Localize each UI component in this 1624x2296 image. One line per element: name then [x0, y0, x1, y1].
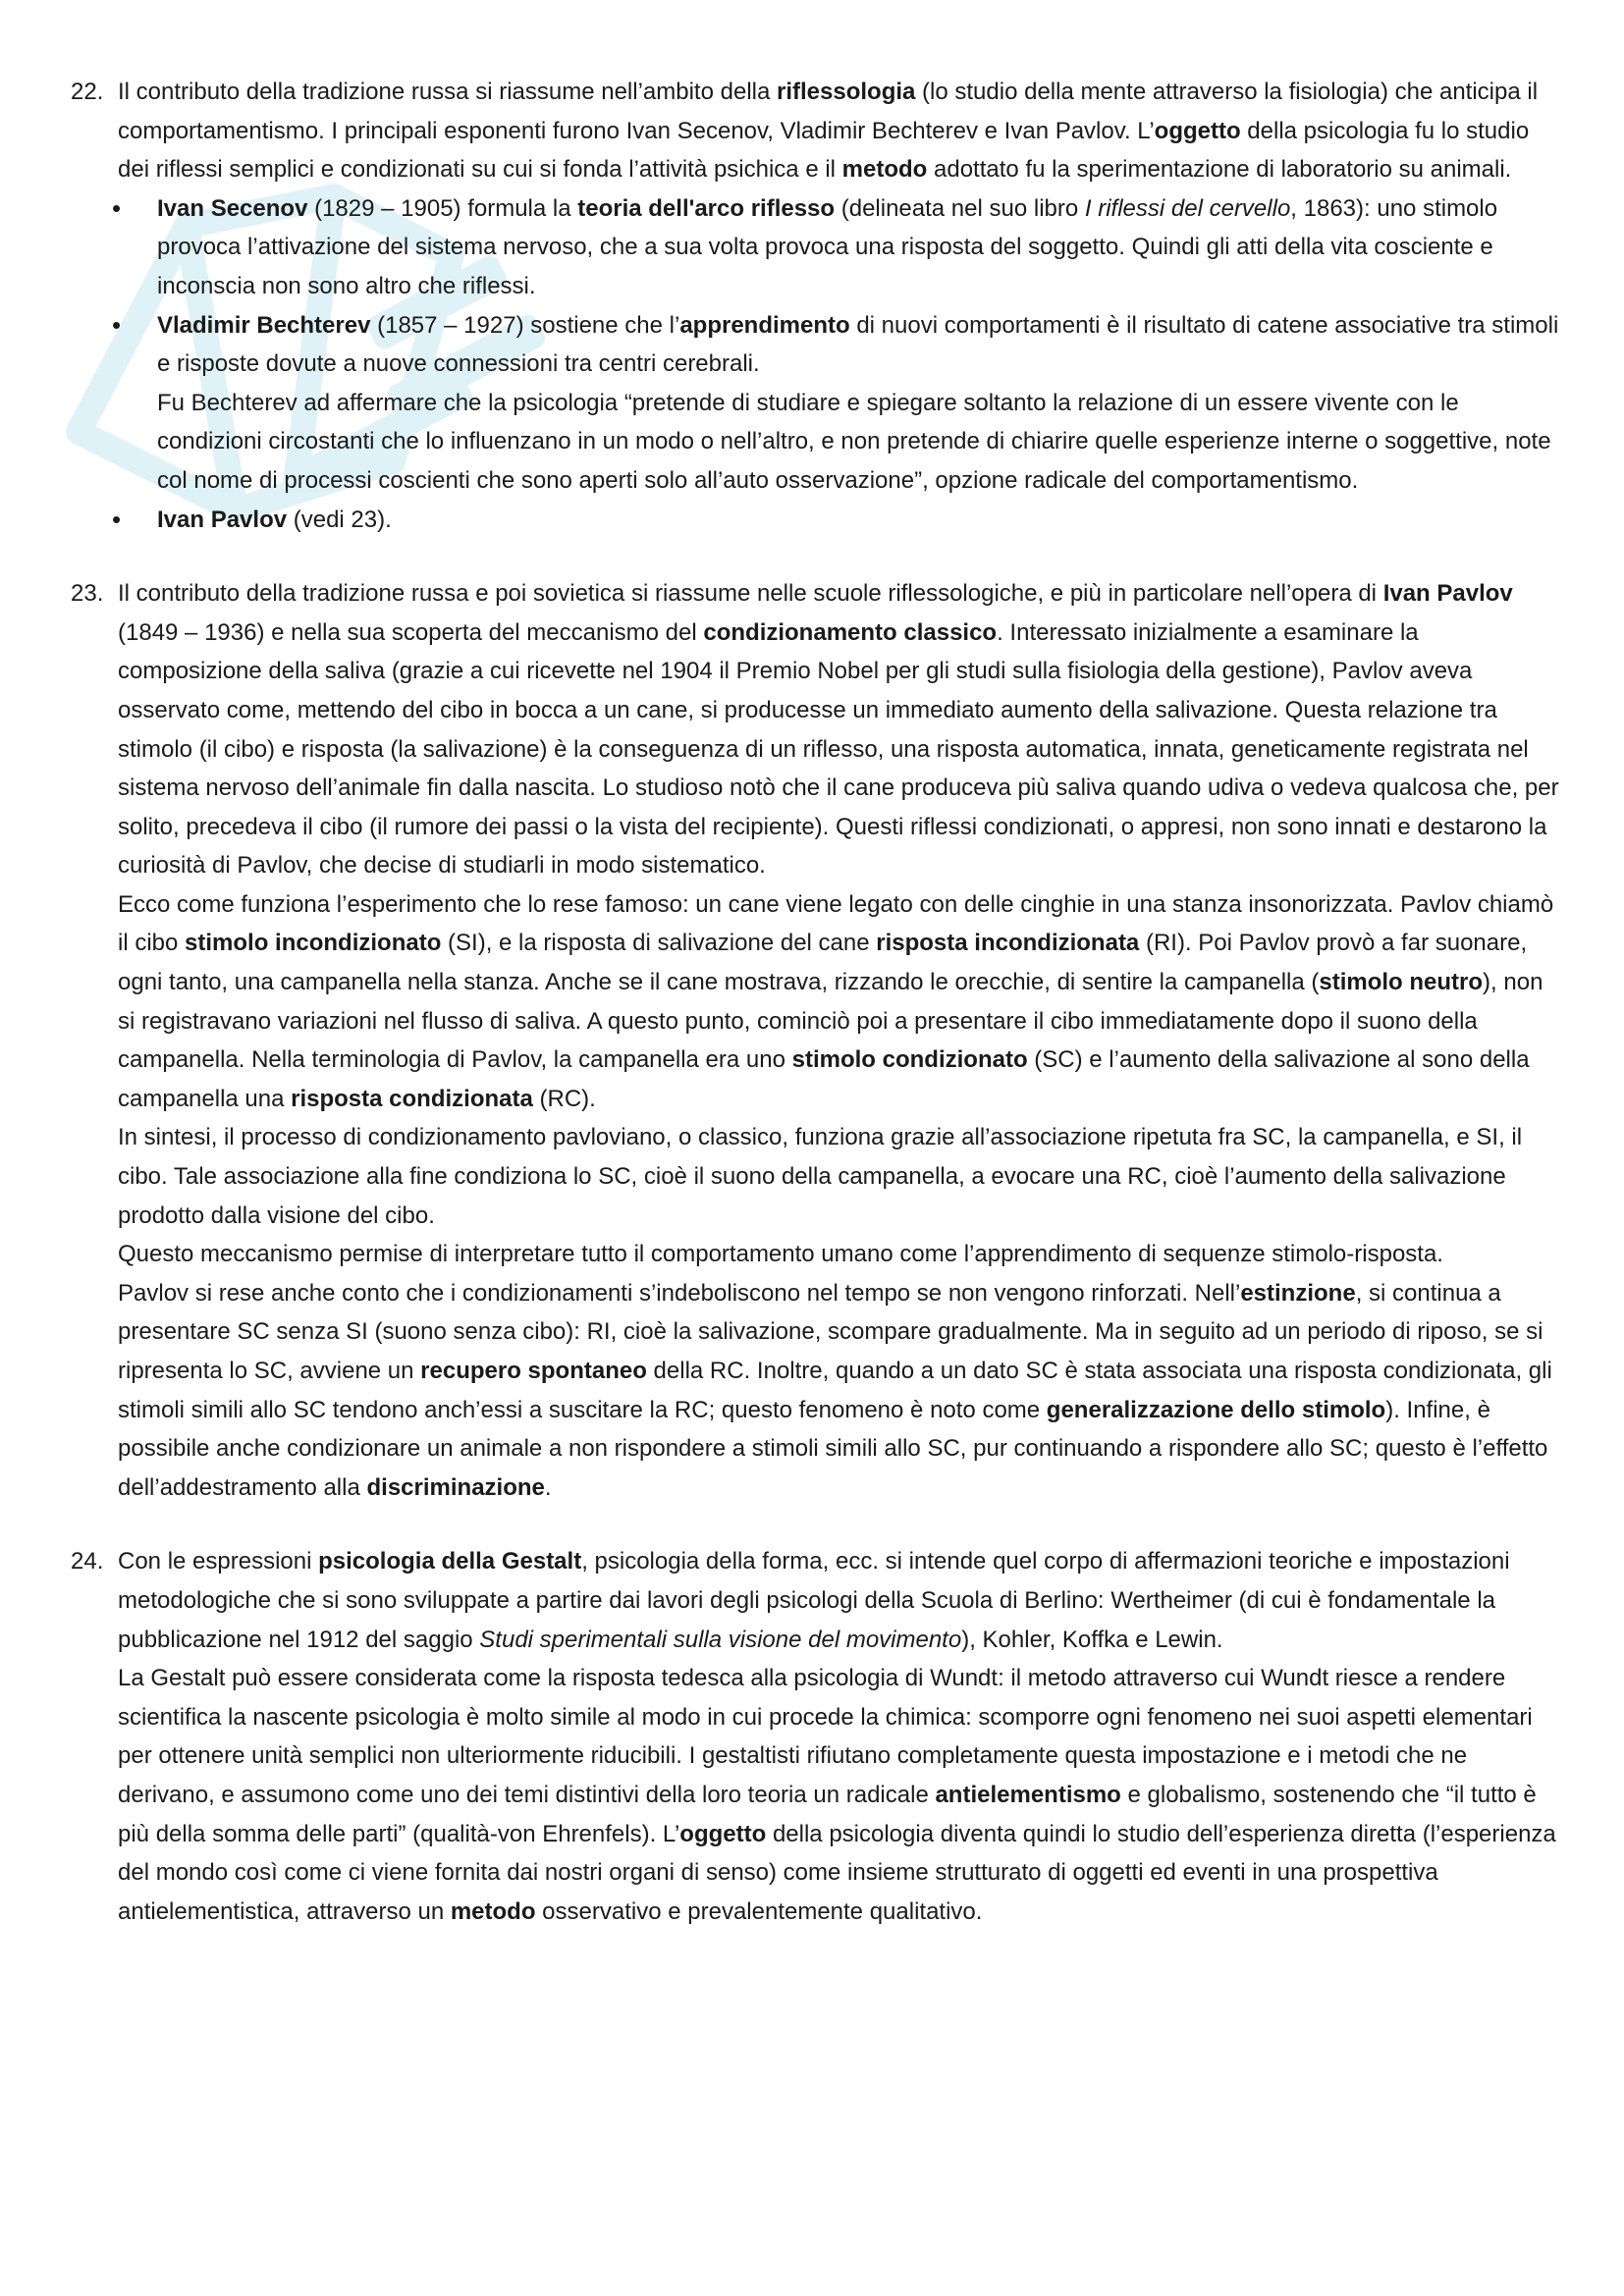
text-run: (1829 – 1905) formula la — [307, 194, 578, 222]
text-run: (RI). Poi Pavlov provò a far suonare, ogni tanto, una campanella nella stanza. Anche se il cane mostrava, rizzando le orecchie, di sentire la campanella ( — [118, 930, 1528, 996]
bold-term: estinzione — [1240, 1279, 1356, 1307]
text-run: Ecco come funziona l’esperimento che lo rese famoso: un cane viene legato con delle cinghie in una stanza insonorizzata. Pavlov chiamò il cibo — [118, 890, 1554, 957]
bold-term: Ivan Pavlov — [1382, 580, 1513, 608]
bold-term: discriminazione — [366, 1473, 545, 1501]
bold-term: risposta condizionata — [291, 1085, 533, 1112]
text-run: e globalismo, sostenendo che “il tutto è più della somma delle parti” (qualità-von Ehrenfels). L’ — [118, 1781, 1537, 1847]
section-22-intro — [118, 73, 1563, 189]
bold-term: antielementismo — [935, 1781, 1121, 1808]
text-run: , psicologia della forma, ecc. si intende quel corpo di affermazioni teoriche e impostazioni metodologiche che si sono sviluppate a partire dai lavori degli psicologi della Scuola di Berlino: Wertheimer (di cui è fondamentale la pubblicazione nel 1912 del saggio — [118, 1548, 1510, 1653]
section-22 — [71, 73, 1563, 539]
text-run: , 1863): uno stimolo provoca l’attivazione del sistema nervoso, che a sua volta provoca una risposta del soggetto. Quindi gli atti della vita cosciente e inconscia non sono altro che riflessi. — [157, 194, 1498, 299]
text-run: (1849 – 1936) e nella sua scoperta del meccanismo del — [118, 618, 704, 646]
bold-term: condizionamento classico — [703, 618, 998, 646]
text-run: (vedi 23). — [287, 506, 392, 533]
text-run: della psicologia diventa quindi lo studio dell’esperienza diretta (l’esperienza del mondo così come ci viene fornita dai nostri organi di senso) come insieme strutturato di oggetti ed eventi in una prospettiva antielementistica, attraverso un — [118, 1820, 1556, 1925]
text-run: (lo studio della mente attraverso la fisiologia) che anticipa il comportamentismo. I principali esponenti furono Ivan Secenov, Vladimir Bechterev e Ivan Pavlov. L’ — [118, 79, 1539, 144]
paragraph — [118, 1274, 1563, 1508]
bold-term: metodo — [450, 1897, 536, 1925]
bullet-bechterev — [118, 306, 1563, 501]
bold-term: apprendimento — [679, 311, 850, 339]
paragraph: In sintesi, il processo di condizionamento pavloviano, o classico, funziona grazie all’associazione ripetuta fra SC, la campanella, e SI, il cibo. Tale associazione alla fine condiziona lo SC, cioè il suono della campanella, a evocare una RC, cioè l’aumento della salivazione prodotto dalla visione del cibo. — [118, 1124, 1523, 1229]
text-run: Il contributo della tradizione russa si riassume nell’ambito della — [118, 79, 777, 105]
paragraph — [118, 574, 1563, 885]
text-run: adottato fu la sperimentazione di laboratorio su animali. — [927, 156, 1512, 184]
text-run: ), Kohler, Koffka e Lewin. — [961, 1626, 1223, 1653]
bold-term: oggetto — [1154, 117, 1241, 144]
text-run: (SC) e l’aumento della salivazione al sono della campanella una — [118, 1046, 1530, 1112]
bold-term: stimolo condizionato — [791, 1046, 1028, 1074]
text-run: ). Infine, è possibile anche condizionare un animale a non rispondere a stimoli simili allo SC, pur continuando a rispondere allo SC; questo è l’effetto dell’addestramento alla — [118, 1396, 1548, 1501]
paragraph: Questo meccanismo permise di interpretare tutto il comportamento umano come l’apprendimento di sequenze stimolo-risposta. — [118, 1241, 1443, 1268]
text-run: . — [544, 1473, 552, 1501]
text-run: Pavlov si rese anche conto che i condizionamenti s’indeboliscono nel tempo se non vengono rinforzati. Nell’ — [118, 1279, 1241, 1307]
bullet-secenov — [118, 189, 1563, 306]
text-run: osservativo e prevalentemente qualitativo. — [535, 1897, 983, 1925]
bullet-pavlov — [118, 501, 1563, 540]
bold-term: recupero spontaneo — [420, 1358, 647, 1384]
text-run: . Interessato inizialmente a esaminare la composizione della saliva (grazie a cui ricevette nel 1904 il Premio Nobel per gli studi sulla fisiologia della gestione), Pavlov aveva osservato come, mettendo del cibo in bocca a un cane, si producesse un immediato aumento della salivazione. Questa relazione tra stimolo (il cibo) e risposta (la salivazione) è la conseguenza di un riflesso, una risposta automatica, innata, geneticamente registrata nel sistema nervoso dell’animale fin dalla nascita. Lo studioso notò che il cane produceva più saliva quando udiva o vedeva qualcosa che, per solito, precedeva il cibo (il rumore dei passi o la vista del recipiente). Questi riflessi condizionati, o appresi, non sono innati e destarono la curiosità di Pavlov, che decise di studiarli in modo sistematico. — [118, 618, 1559, 880]
text-run: , si continua a presentare SC senza SI (suono senza cibo): RI, cioè la salivazione, scompare gradualmente. Ma in seguito ad un periodo di riposo, se si ripresenta lo SC, avviene un — [118, 1279, 1543, 1384]
text-run: Con le espressioni — [118, 1548, 319, 1575]
paragraph — [118, 885, 1563, 1119]
text-run: (RC). — [532, 1085, 596, 1112]
bold-term: Ivan Secenov — [157, 194, 308, 222]
section-24 — [71, 1542, 1563, 1931]
document-page — [71, 73, 1563, 1966]
bold-term: risposta incondizionata — [876, 930, 1140, 957]
text-run: (delineata nel suo libro — [835, 194, 1085, 222]
bullet-list — [118, 189, 1563, 539]
bold-term: Ivan Pavlov — [157, 506, 288, 533]
text-run: Il contributo della tradizione russa e poi sovietica si riassume nelle scuole riflessologiche, e più in particolare nell’opera di — [118, 580, 1383, 608]
text-run: (1857 – 1927) sostiene che l’ — [370, 311, 680, 339]
text-run: ), non si registravano variazioni nel flusso di saliva. A questo punto, cominciò poi a presentare il cibo immediatamente dopo il suono della campanella. Nella terminologia di Pavlov, la campanella era uno — [118, 969, 1543, 1074]
bold-term: Vladimir Bechterev — [157, 311, 371, 339]
text-run: della RC. Inoltre, quando a un dato SC è stata associata una risposta condizionata, gli stimoli simili allo SC tendono anch’essi a suscitare la RC; questo fenomeno è noto come — [118, 1358, 1552, 1423]
text-run: (SI), e la risposta di salivazione del cane — [441, 930, 877, 957]
bold-term: generalizzazione dello stimolo — [1046, 1396, 1386, 1423]
section-number: 22. — [71, 79, 104, 105]
italic-title: Studi sperimentali sulla visione del movimento — [479, 1626, 962, 1653]
bold-term: riflessologia — [777, 79, 916, 105]
text-run: della psicologia fu lo studio dei riflessi semplici e condizionati su cui si fonda l’attività psichica e il — [118, 117, 1530, 184]
text-run: Fu Bechterev ad affermare che la psicologia “pretende di studiare e spiegare soltanto la relazione di un essere vivente con le condizioni circostanti che lo influenzano in un modo o nell’altro, e non pretende di chiarire quelle esperienze interne o soggettive, note col nome di processi coscienti che sono aperti solo all’auto osservazione”, opzione radicale del comportamentismo. — [157, 389, 1551, 494]
bold-term: teoria dell'arco riflesso — [577, 194, 836, 222]
text-run: La Gestalt può essere considerata come la risposta tedesca alla psicologia di Wundt: il metodo attraverso cui Wundt riesce a rendere scientifica la nascente psicologia è molto simile al modo in cui procede la chimica: scomporre ogni fenomeno nei suoi aspetti elementari per ottenere unità semplici non ulteriormente riducibili. I gestaltisti rifiutano completamente questa impostazione e i metodi che ne derivano, e assumono come uno dei temi distintivi della loro teoria un radicale — [118, 1665, 1533, 1808]
bold-term: stimolo neutro — [1319, 969, 1484, 996]
bold-term: stimolo incondizionato — [185, 930, 442, 957]
section-number: 24. — [71, 1548, 104, 1575]
bold-term: psicologia della Gestalt — [318, 1548, 582, 1575]
italic-title: I riflessi del cervello — [1084, 194, 1291, 222]
bold-term: oggetto — [679, 1820, 767, 1847]
section-number: 23. — [71, 580, 104, 608]
section-23 — [71, 574, 1563, 1507]
paragraph — [118, 1542, 1563, 1659]
paragraph — [118, 1659, 1563, 1931]
text-run: di nuovi comportamenti è il risultato di catene associative tra stimoli e risposte dovute a nuove connessioni tra centri cerebrali. — [157, 311, 1559, 378]
bold-term: metodo — [841, 156, 928, 184]
